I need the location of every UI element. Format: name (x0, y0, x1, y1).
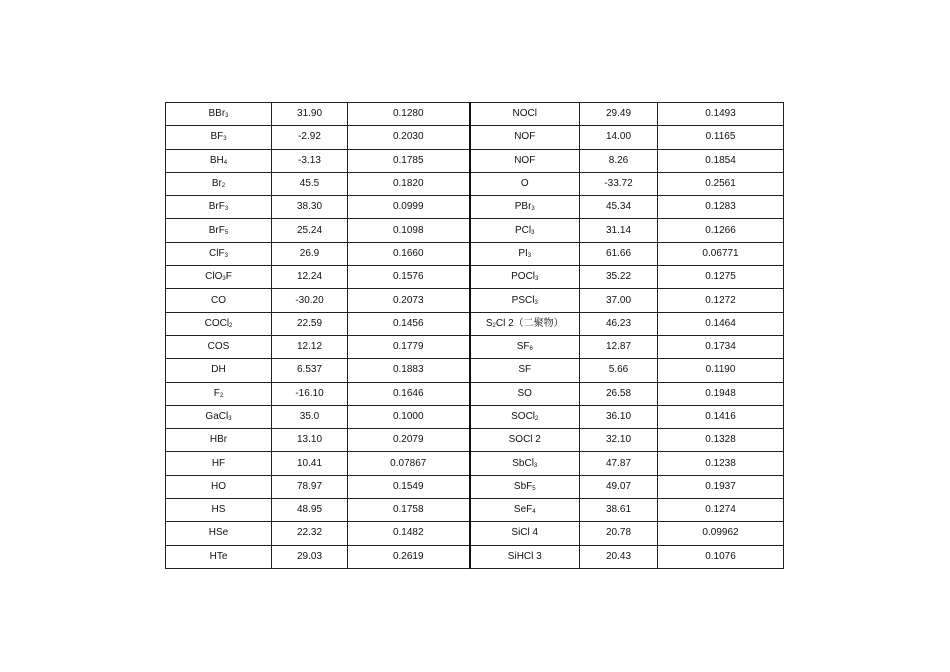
table-row (166, 452, 784, 475)
compound-formula: ClF (209, 247, 225, 259)
compound-subscript: 2 (219, 392, 224, 399)
compound-subscript: 3 (535, 276, 539, 283)
right-value-2-cell: 0.1190 (658, 359, 784, 382)
compound-subscript: 3 (224, 206, 229, 213)
right-compound-cell (470, 312, 580, 335)
compound-formula: BrF (208, 201, 225, 213)
right-compound-cell (470, 266, 580, 289)
left-value-2-cell: 0.1660 (348, 242, 470, 265)
left-value-2-cell: 0.1883 (348, 359, 470, 382)
left-value-1-cell: 13.10 (272, 429, 348, 452)
left-compound-cell (166, 266, 272, 289)
right-value-2-cell: 0.1238 (658, 452, 784, 475)
left-compound-cell (166, 172, 272, 195)
compound-formula-tail: Cl 2（二聚物） (495, 317, 564, 329)
compound-subscript: 3 (225, 113, 229, 120)
left-value-1-cell: 25.24 (272, 219, 348, 242)
right-value-2-cell: 0.1416 (658, 405, 784, 428)
left-value-1-cell: -3.13 (272, 149, 348, 172)
right-value-1-cell: 37.00 (580, 289, 658, 312)
right-value-2-cell: 0.1937 (658, 475, 784, 498)
compound-formula: NOCl (512, 108, 537, 120)
compound-subscript: 2 (229, 322, 233, 329)
table-body (166, 103, 784, 569)
compound-formula: PSCl (511, 294, 535, 306)
left-value-2-cell: 0.1000 (348, 405, 470, 428)
right-value-2-cell: 0.1076 (658, 545, 784, 568)
left-compound-cell (166, 522, 272, 545)
right-value-1-cell: 20.78 (580, 522, 658, 545)
left-compound-cell (166, 289, 272, 312)
compound-formula: SF (516, 341, 530, 353)
compound-formula: HBr (209, 434, 228, 446)
table-row (166, 312, 784, 335)
table-row (166, 382, 784, 405)
right-value-1-cell: 14.00 (580, 126, 658, 149)
compound-formula: PI (518, 247, 528, 259)
right-value-2-cell: 0.1266 (658, 219, 784, 242)
compound-formula: O (520, 178, 529, 190)
left-value-1-cell: 31.90 (272, 103, 348, 126)
compound-subscript: 3 (223, 136, 227, 143)
right-compound-cell (470, 103, 580, 126)
compound-formula: SF (518, 364, 532, 376)
right-value-1-cell: 20.43 (580, 545, 658, 568)
right-value-2-cell: 0.1948 (658, 382, 784, 405)
table-row (166, 196, 784, 219)
left-value-1-cell: 48.95 (272, 499, 348, 522)
compound-formula: ClO (205, 271, 223, 283)
right-value-2-cell: 0.09962 (658, 522, 784, 545)
compound-subscript: 4 (223, 159, 228, 166)
right-compound-cell (470, 335, 580, 358)
left-value-2-cell: 0.2073 (348, 289, 470, 312)
compound-formula: BH (209, 154, 224, 166)
left-compound-cell (166, 126, 272, 149)
compound-subscript: 5 (224, 229, 229, 236)
left-value-2-cell: 0.07867 (348, 452, 470, 475)
right-value-1-cell: 31.14 (580, 219, 658, 242)
left-value-2-cell: 0.1280 (348, 103, 470, 126)
left-compound-cell (166, 475, 272, 498)
left-value-1-cell: 38.30 (272, 196, 348, 219)
compound-subscript: 3 (527, 252, 532, 259)
left-value-2-cell: 0.2619 (348, 545, 470, 568)
table-row (166, 266, 784, 289)
compound-formula: NOF (514, 154, 536, 166)
right-value-2-cell: 0.1328 (658, 429, 784, 452)
compound-formula: SOCl (511, 411, 536, 422)
table-row (166, 126, 784, 149)
right-value-1-cell: 8.26 (580, 149, 658, 172)
left-compound-cell (166, 405, 272, 428)
right-value-1-cell: 46.23 (580, 312, 658, 335)
right-compound-cell (470, 382, 580, 405)
compound-formula-tail: F (225, 271, 232, 283)
right-value-2-cell: 0.2561 (658, 172, 784, 195)
compound-subscript: 3 (228, 416, 232, 422)
left-compound-cell (166, 452, 272, 475)
compound-subscript: 3 (534, 299, 538, 306)
compound-formula: HF (211, 457, 226, 469)
left-compound-cell (166, 429, 272, 452)
right-value-1-cell: 12.87 (580, 335, 658, 358)
left-compound-cell (166, 149, 272, 172)
table-row (166, 103, 784, 126)
right-compound-cell (470, 196, 580, 219)
left-value-1-cell: 10.41 (272, 452, 348, 475)
table-row (166, 219, 784, 242)
compound-formula: POCl (511, 271, 536, 283)
compound-subscript: 2 (221, 183, 226, 190)
compound-subscript: 3 (531, 206, 535, 213)
left-value-2-cell: 0.1098 (348, 219, 470, 242)
right-value-1-cell: 26.58 (580, 382, 658, 405)
table-row (166, 405, 784, 428)
right-compound-cell (470, 429, 580, 452)
right-compound-cell (470, 172, 580, 195)
left-value-2-cell: 0.0999 (348, 196, 470, 219)
left-value-2-cell: 0.1646 (348, 382, 470, 405)
left-value-1-cell: -30.20 (272, 289, 348, 312)
table-row (166, 172, 784, 195)
compound-formula: PCl (515, 224, 532, 236)
compound-subscript: 3 (531, 229, 535, 236)
left-value-2-cell: 0.1785 (348, 149, 470, 172)
right-compound-cell (470, 522, 580, 545)
right-compound-cell (470, 475, 580, 498)
left-compound-cell (166, 499, 272, 522)
left-value-1-cell: 6.537 (272, 359, 348, 382)
compound-subscript: 4 (532, 509, 536, 516)
right-compound-cell (470, 545, 580, 568)
right-compound-cell (470, 359, 580, 382)
left-value-2-cell: 0.1758 (348, 499, 470, 522)
left-value-1-cell: 29.03 (272, 545, 348, 568)
compound-formula: HSe (208, 527, 229, 539)
compound-formula: HTe (209, 550, 228, 562)
left-value-2-cell: 0.1482 (348, 522, 470, 545)
table-row (166, 149, 784, 172)
right-value-2-cell: 0.1493 (658, 103, 784, 126)
compound-formula: S (485, 317, 493, 329)
left-value-1-cell: 35.0 (272, 405, 348, 428)
right-value-2-cell: 0.1272 (658, 289, 784, 312)
compound-formula: PBr (514, 201, 532, 213)
right-value-1-cell: 45.34 (580, 196, 658, 219)
left-value-1-cell: -16.10 (272, 382, 348, 405)
left-value-1-cell: 12.24 (272, 266, 348, 289)
compound-subscript: 3 (533, 462, 538, 469)
compound-subscript: 3 (222, 276, 226, 283)
right-compound-cell (470, 126, 580, 149)
compound-formula: GaCl (205, 411, 229, 422)
left-compound-cell (166, 359, 272, 382)
compound-formula: SOCl 2 (508, 434, 541, 446)
left-compound-cell (166, 335, 272, 358)
table-row (166, 359, 784, 382)
right-compound-cell (470, 289, 580, 312)
right-value-2-cell: 0.1734 (658, 335, 784, 358)
left-value-1-cell: 45.5 (272, 172, 348, 195)
left-value-2-cell: 0.2079 (348, 429, 470, 452)
compound-subscript: 3 (224, 252, 228, 259)
right-value-2-cell: 0.1464 (658, 312, 784, 335)
right-value-1-cell: 35.22 (580, 266, 658, 289)
compound-formula: SO (517, 387, 532, 399)
right-compound-cell (470, 149, 580, 172)
table-row (166, 475, 784, 498)
compound-formula: SiCl 4 (511, 527, 539, 539)
compound-formula: BF (210, 131, 224, 143)
compound-subscript: 2 (535, 416, 539, 422)
right-compound-cell (470, 219, 580, 242)
table-row (166, 522, 784, 545)
left-value-1-cell: 12.12 (272, 335, 348, 358)
right-value-1-cell: 36.10 (580, 405, 658, 428)
compound-formula: HS (211, 504, 226, 516)
right-value-1-cell: 5.66 (580, 359, 658, 382)
right-value-1-cell: 61.66 (580, 242, 658, 265)
compound-formula: BBr (208, 108, 226, 120)
left-compound-cell (166, 103, 272, 126)
right-value-1-cell: 38.61 (580, 499, 658, 522)
compound-formula: HO (211, 480, 226, 492)
right-value-1-cell: 29.49 (580, 103, 658, 126)
left-compound-cell (166, 196, 272, 219)
compound-formula: DH (211, 364, 226, 376)
left-compound-cell (166, 312, 272, 335)
left-value-2-cell: 0.1456 (348, 312, 470, 335)
compound-formula: SbCl (512, 457, 534, 469)
left-value-1-cell: -2.92 (272, 126, 348, 149)
table-row (166, 335, 784, 358)
compound-formula: Br (211, 178, 222, 190)
table-row (166, 289, 784, 312)
compound-formula: SiHCl 3 (507, 550, 542, 562)
compound-subscript: 6 (529, 346, 533, 353)
right-compound-cell (470, 405, 580, 428)
right-value-1-cell: 49.07 (580, 475, 658, 498)
right-value-1-cell: 47.87 (580, 452, 658, 475)
compound-formula: F (213, 387, 220, 399)
right-compound-cell (470, 452, 580, 475)
right-value-2-cell: 0.1275 (658, 266, 784, 289)
compound-formula: NOF (514, 131, 536, 143)
right-value-1-cell: 32.10 (580, 429, 658, 452)
right-value-2-cell: 0.06771 (658, 242, 784, 265)
right-value-2-cell: 0.1274 (658, 499, 784, 522)
right-compound-cell (470, 242, 580, 265)
left-value-2-cell: 0.1549 (348, 475, 470, 498)
left-value-1-cell: 22.59 (272, 312, 348, 335)
left-value-2-cell: 0.1576 (348, 266, 470, 289)
left-value-2-cell: 0.2030 (348, 126, 470, 149)
table-row (166, 499, 784, 522)
compound-formula: COCl (204, 317, 230, 329)
compound-subscript: 5 (532, 485, 536, 492)
right-value-1-cell: -33.72 (580, 172, 658, 195)
left-compound-cell (166, 545, 272, 568)
left-compound-cell (166, 382, 272, 405)
left-compound-cell (166, 242, 272, 265)
compound-formula: COS (207, 341, 230, 353)
table-row (166, 429, 784, 452)
right-value-2-cell: 0.1854 (658, 149, 784, 172)
left-value-1-cell: 26.9 (272, 242, 348, 265)
right-value-2-cell: 0.1283 (658, 196, 784, 219)
table-row (166, 545, 784, 568)
left-compound-cell (166, 219, 272, 242)
compound-formula: SbF (513, 480, 533, 492)
right-compound-cell (470, 499, 580, 522)
left-value-1-cell: 78.97 (272, 475, 348, 498)
table-row (166, 242, 784, 265)
right-value-2-cell: 0.1165 (658, 126, 784, 149)
compound-formula: SeF (513, 504, 533, 516)
property-table (165, 102, 784, 569)
left-value-2-cell: 0.1779 (348, 335, 470, 358)
compound-subscript: 2 (492, 322, 496, 329)
left-value-1-cell: 22.32 (272, 522, 348, 545)
left-value-2-cell: 0.1820 (348, 172, 470, 195)
compound-formula: BrF (208, 224, 225, 236)
compound-formula: CO (211, 294, 226, 306)
